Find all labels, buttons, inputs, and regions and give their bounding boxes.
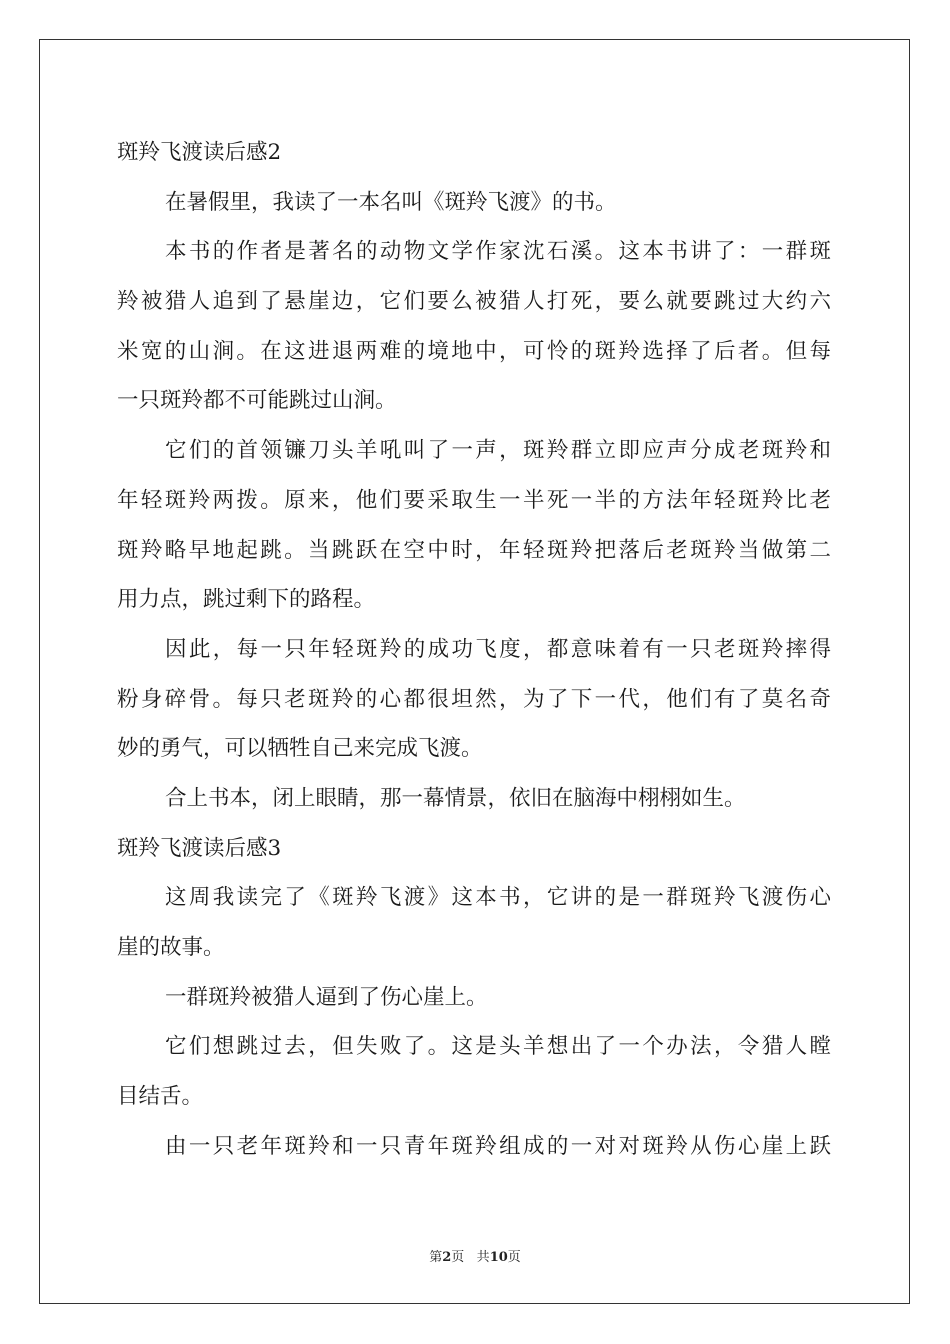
section-heading: 斑羚飞渡读后感3 [117,835,282,861]
page-prefix: 第 [429,1250,443,1265]
section-heading: 斑羚飞渡读后感2 [117,140,282,165]
paragraph-line: 由一只老年斑羚和一只青年斑羚组成的一对对斑羚从伤心崖上跃 [165,1133,831,1159]
page-footer [0,1246,950,1265]
document-body [117,128,831,1171]
total-suffix: 页 [507,1250,521,1265]
paragraph-line: 它们想跳过去，但失败了。这是头羊想出了一个办法，令猎人瞠 [165,1034,831,1060]
paragraph-line: 一群斑羚被猎人逼到了伤心崖上。 [165,984,488,1010]
paragraph-line: 这周我读完了《斑羚飞渡》这本书，它讲的是一群斑羚飞渡伤心 [165,885,831,911]
total-prefix: 共 [476,1250,490,1265]
paragraph-line: 粉身碎骨。每只老斑羚的心都很坦然，为了下一代，他们有了莫名奇 [117,686,831,712]
paragraph-line: 斑羚略早地起跳。当跳跃在空中时，年轻斑羚把落后老斑羚当做第二 [117,537,831,563]
paragraph-line: 羚被猎人追到了悬崖边，它们要么被猎人打死，要么就要跳过大约六 [117,289,831,315]
paragraph-line: 因此，每一只年轻斑羚的成功飞度，都意味着有一只老斑羚摔得 [165,636,831,662]
paragraph-line: 在暑假里，我读了一本名叫《斑羚飞渡》的书。 [165,189,617,215]
paragraph-line: 米宽的山涧。在这进退两难的境地中，可怜的斑羚选择了后者。但每 [117,338,831,364]
paragraph-line: 崖的故事。 [117,935,225,960]
paragraph-line: 妙的勇气，可以牺牲自己来完成飞渡。 [117,736,483,762]
paragraph-line: 它们的首领镰刀头羊吼叫了一声，斑羚群立即应声分成老斑羚和 [165,438,831,464]
paragraph-line: 用力点，跳过剩下的路程。 [117,587,376,613]
total-pages: 10 [489,1250,508,1265]
paragraph-line: 本书的作者是著名的动物文学作家沈石溪。这本书讲了：一群斑 [165,239,831,265]
paragraph-line: 合上书本，闭上眼睛，那一幕情景，依旧在脑海中栩栩如生。 [165,785,746,811]
paragraph-line: 年轻斑羚两拨。原来，他们要采取生一半死一半的方法年轻斑羚比老 [117,487,831,513]
page-number: 2 [442,1250,452,1265]
paragraph-line: 一只斑羚都不可能跳过山涧。 [117,388,397,414]
page-suffix: 页 [451,1250,465,1265]
paragraph-line: 目结舌。 [117,1084,204,1110]
